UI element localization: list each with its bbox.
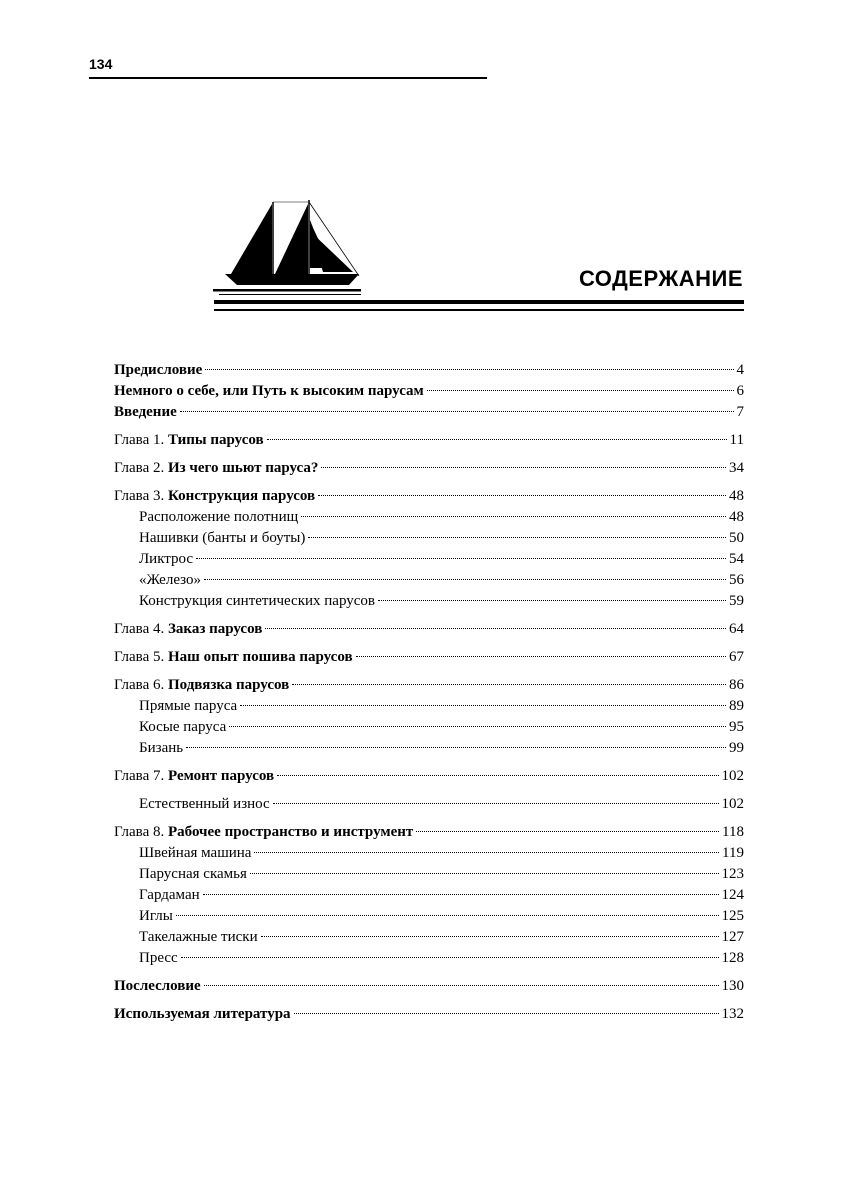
toc-entry-label: Швейная машина [139,845,252,861]
toc-subentry[interactable] [114,696,744,717]
toc-entry-page: 48 [729,509,744,525]
toc-dot-leader [203,894,719,895]
toc-entry-label: Предисловие [114,362,203,378]
toc-entry-label: Используемая литература [114,1006,291,1022]
toc-entry-page: 128 [721,950,744,966]
sailing-ship-icon [211,190,361,300]
toc-entry-page: 119 [722,845,744,861]
toc-entry-page: 56 [729,572,744,588]
toc-dot-leader [254,852,719,853]
toc-dot-leader [273,803,719,804]
toc-subentry[interactable] [114,591,744,612]
toc-dot-leader [318,495,726,496]
toc-dot-leader [180,411,734,412]
chapter-prefix: Глава 1. [114,432,168,448]
toc-dot-leader [261,936,719,937]
toc-dot-leader [267,439,727,440]
toc-dot-leader [321,467,726,468]
toc-dot-leader [277,775,718,776]
toc-chapter-2[interactable] [114,458,744,479]
page-number: 134 [89,56,113,72]
toc-entry-page: 124 [721,887,744,903]
toc-subentry[interactable] [114,906,744,927]
toc-dot-leader [294,1013,719,1014]
chapter-prefix: Глава 6. [114,677,168,693]
toc-entry-label: Такелажные тиски [139,929,258,945]
toc-entry-page: 125 [721,908,744,924]
toc-entry-label: Введение [114,404,177,420]
toc-entry-page: 89 [729,698,744,714]
toc-chapter-5[interactable] [114,647,744,668]
toc-dot-leader [292,684,726,685]
toc-entry-page: 59 [729,593,744,609]
toc-entry-about[interactable] [114,381,744,402]
toc-entry-label: Иглы [139,908,173,924]
toc-dot-leader [229,726,726,727]
toc-entry-label: Парусная скамья [139,866,247,882]
toc-dot-leader [250,873,719,874]
chapter-title: Заказ парусов [167,621,263,637]
header-rule [89,77,487,79]
toc-entry-label: Послесловие [114,978,201,994]
toc-subentry[interactable] [114,927,744,948]
toc-dot-leader [378,600,726,601]
toc-chapter-8[interactable] [114,822,744,843]
toc-subentry[interactable] [114,885,744,906]
chapter-title: Из чего шьют паруса? [167,460,319,476]
toc-entry-page: 127 [721,929,744,945]
toc-subentry[interactable] [114,570,744,591]
chapter-title: Конструкция парусов [167,488,316,504]
title-rule-thin [214,309,744,311]
toc-dot-leader [416,831,719,832]
toc-chapter-6[interactable] [114,675,744,696]
toc-entry-label: Бизань [139,740,184,756]
toc-chapter-1[interactable] [114,430,744,451]
toc-dot-leader [240,705,726,706]
toc-entry-page: 95 [729,719,744,735]
toc-entry-page: 102 [721,768,744,784]
toc-subentry[interactable] [114,864,744,885]
toc-dot-leader [204,985,719,986]
toc-entry-page: 132 [721,1006,744,1022]
toc-entry-page: 11 [729,432,744,448]
toc-entry-page: 6 [736,383,744,399]
toc-dot-leader [204,579,726,580]
chapter-title: Наш опыт пошива парусов [167,649,353,665]
chapter-title: Рабочее пространство и инструмент [167,824,414,840]
toc-entry-page: 99 [729,740,744,756]
chapter-prefix: Глава 5. [114,649,168,665]
toc-dot-leader [196,558,726,559]
toc-dot-leader [356,656,726,657]
toc-entry-label: Гардаман [139,887,200,903]
toc-entry-label: Пресс [139,950,178,966]
toc-entry-afterword[interactable] [114,976,744,997]
toc-subentry[interactable] [114,717,744,738]
toc-entry-page: 118 [722,824,744,840]
chapter-prefix: Глава 2. [114,460,168,476]
toc-dot-leader [427,390,734,391]
toc-entry-preface[interactable] [114,360,744,381]
toc-entry-page: 4 [736,362,744,378]
toc-entry-label: Расположение полотнищ [139,509,299,525]
toc-subentry[interactable] [114,507,744,528]
toc-entry-label: Ликтрос [139,551,194,567]
toc-entry-page: 102 [721,796,744,812]
toc-subentry[interactable] [114,528,744,549]
toc-entry-literature[interactable] [114,1004,744,1025]
toc-subentry[interactable] [114,738,744,759]
toc-subentry[interactable] [114,843,744,864]
toc-dot-leader [308,537,726,538]
chapter-prefix: Глава 4. [114,621,168,637]
chapter-title: Ремонт парусов [167,768,275,784]
toc-entry-label: «Железо» [139,572,201,588]
toc-subentry[interactable] [114,794,744,815]
toc-chapter-3[interactable] [114,486,744,507]
toc-dot-leader [181,957,719,958]
toc-chapter-4[interactable] [114,619,744,640]
chapter-prefix: Глава 3. [114,488,168,504]
toc-entry-page: 34 [729,460,744,476]
toc-chapter-7[interactable] [114,766,744,787]
toc-entry-page: 7 [736,404,744,420]
toc-dot-leader [186,747,726,748]
table-of-contents [114,360,744,1025]
toc-entry-page: 130 [721,978,744,994]
toc-entry-label: Прямые паруса [139,698,238,714]
toc-entry-page: 67 [729,649,744,665]
toc-entry-page: 86 [729,677,744,693]
toc-entry-label: Нашивки (банты и боуты) [139,530,306,546]
chapter-title: Подвязка парусов [167,677,290,693]
toc-entry-label: Косые паруса [139,719,227,735]
toc-entry-page: 54 [729,551,744,567]
toc-entry-intro[interactable] [114,402,744,423]
toc-entry-label: Конструкция синтетических парусов [139,593,376,609]
section-title: СОДЕРЖАНИЕ [578,266,743,291]
toc-entry-label: Немного о себе, или Путь к высоким парусам [114,383,424,399]
toc-entry-label: Естественный износ [139,796,270,812]
toc-entry-page: 64 [729,621,744,637]
title-rule-thick [214,300,744,304]
toc-dot-leader [265,628,726,629]
toc-entry-page: 123 [721,866,744,882]
toc-subentry[interactable] [114,549,744,570]
toc-entry-page: 48 [729,488,744,504]
chapter-prefix: Глава 8. [114,824,168,840]
toc-subentry[interactable] [114,948,744,969]
toc-entry-page: 50 [729,530,744,546]
toc-dot-leader [301,516,726,517]
chapter-title: Типы парусов [167,432,264,448]
chapter-prefix: Глава 7. [114,768,168,784]
toc-dot-leader [176,915,719,916]
toc-dot-leader [205,369,733,370]
